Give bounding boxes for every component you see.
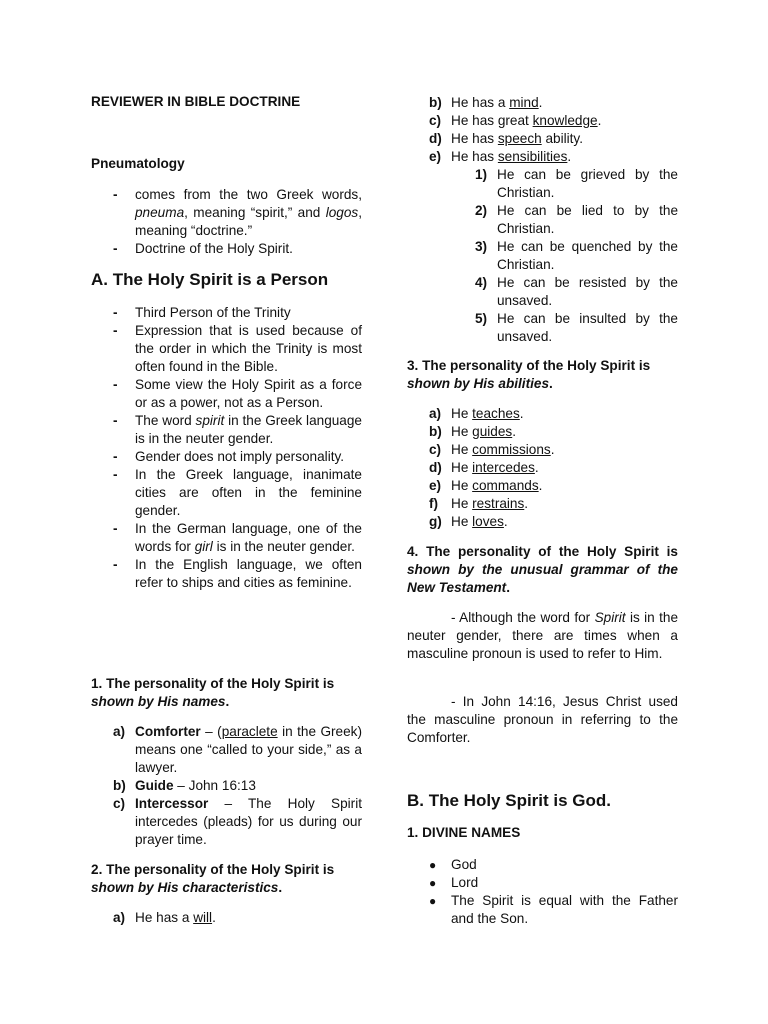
p3-heading: 3. The personality of the Holy Spirit is shown by His abilities. [407,358,651,391]
item-label: e) [429,149,442,164]
p4-heading: 4. The personality of the Holy Spirit is shown by the unusual grammar of the New Testament. [407,544,678,595]
section-a-list [113,304,362,592]
dash-marker: - [113,241,118,256]
list-item: - Doctrine of the Holy Spirit. [113,241,293,256]
list-item: f) He restrains. [429,496,529,511]
list-item: - Expression that is used because of the order in which the Trinity is most often found in the Bible. [113,323,362,374]
p2-list-cont [429,94,678,166]
p3-list [429,405,678,531]
p2-list-start [113,909,362,927]
list-item: - comes from the two Greek words, pneuma, meaning “spirit,” and logos, meaning “doctrine.” [113,187,362,238]
item-label: 2) [475,203,488,218]
list-item: - Some view the Holy Spirit as a force or as a power, not as a Person. [113,377,362,410]
item-label: 1) [475,167,488,182]
item-label: a) [429,406,442,421]
item-label: d) [429,131,442,146]
p2-heading: 2. The personality of the Holy Spirit is shown by His characteristics. [91,862,335,895]
dash-marker: - [113,467,118,482]
item-label: a) [113,910,126,925]
list-item: a) Comforter – (paraclete in the Greek) means one “called to your side,” as a lawyer. [113,724,362,775]
p1-list [113,723,362,849]
p1-heading: 1. The personality of the Holy Spirit is shown by His names. [91,676,335,709]
list-item: c) He commissions. [429,442,555,457]
divine-names-heading: 1. DIVINE NAMES [407,825,521,840]
list-item: d) He has speech ability. [429,131,584,146]
list-item: e) He commands. [429,478,543,493]
list-item: a) He teaches. [429,406,524,421]
section-b-heading: B. The Holy Spirit is God. [407,791,612,810]
list-item: e) He has sensibilities. [429,149,572,164]
dash-marker: - [113,323,118,338]
dash-marker: - [113,413,118,428]
item-label: 5) [475,311,488,326]
list-item: 4) He can be resisted by the unsaved. [475,275,678,308]
list-item: a) He has a will. [113,910,216,925]
list-item: - In the Greek language, inanimate cities are often in the feminine gender. [113,467,362,518]
bullet-icon: ● [429,876,437,890]
pneumatology-list [113,186,362,258]
list-item: 1) He can be grieved by the Christian. [475,167,678,200]
p2-sublist [475,166,678,346]
item-label: a) [113,724,126,739]
list-item: - Gender does not imply personality. [113,449,345,464]
dash-marker: - [113,521,118,536]
p4-paragraph-1: - Although the word for Spirit is in the neuter gender, there are times when a masculine pronoun is used to refer to Him. [407,610,678,661]
item-label: b) [429,424,442,439]
item-label: 3) [475,239,488,254]
list-item: b) He guides. [429,424,516,439]
item-label: c) [113,796,126,811]
list-item: b) He has a mind. [429,95,543,110]
item-label: d) [429,460,442,475]
dash-marker: - [113,305,118,320]
dash-marker: - [113,187,118,202]
bullet-icon: ● [429,858,437,872]
divine-names-list [429,856,678,928]
item-label: g) [429,514,442,529]
list-item: - Third Person of the Trinity [113,305,291,320]
list-item: 3) He can be quenched by the Christian. [475,239,678,272]
dash-marker: - [113,377,118,392]
list-item: - In the English language, we often refer to ships and cities as feminine. [113,557,362,590]
list-item: - In the German language, one of the words for girl is in the neuter gender. [113,521,362,554]
bullet-icon: ● [429,894,437,908]
item-label: b) [429,95,442,110]
list-item: 5) He can be insulted by the unsaved. [475,311,678,344]
list-item: - The word spirit in the Greek language is in the neuter gender. [113,413,362,446]
item-label: c) [429,113,442,128]
document-title: REVIEWER IN BIBLE DOCTRINE [91,94,301,109]
dash-marker: - [113,449,118,464]
list-item: c) Intercessor – The Holy Spirit intercedes (pleads) for us during our prayer time. [113,796,362,847]
item-label: f) [429,496,439,511]
list-item: d) He intercedes. [429,460,539,475]
list-item: ● Lord [429,875,479,890]
item-label: 4) [475,275,488,290]
list-item: ● The Spirit is equal with the Father and the Son. [429,893,678,926]
section-a-heading: A. The Holy Spirit is a Person [91,270,329,289]
list-item: ● God [429,857,477,872]
item-label: e) [429,478,442,493]
list-item: b) Guide – John 16:13 [113,778,256,793]
list-item: g) He loves. [429,514,508,529]
dash-marker: - [113,557,118,572]
list-item: c) He has great knowledge. [429,113,602,128]
p4-paragraph-2: - In John 14:16, Jesus Christ used the masculine pronoun in referring to the Comforter. [407,694,678,745]
pneumatology-heading: Pneumatology [91,156,185,171]
list-item: 2) He can be lied to by the Christian. [475,203,678,236]
item-label: c) [429,442,442,457]
item-label: b) [113,778,126,793]
